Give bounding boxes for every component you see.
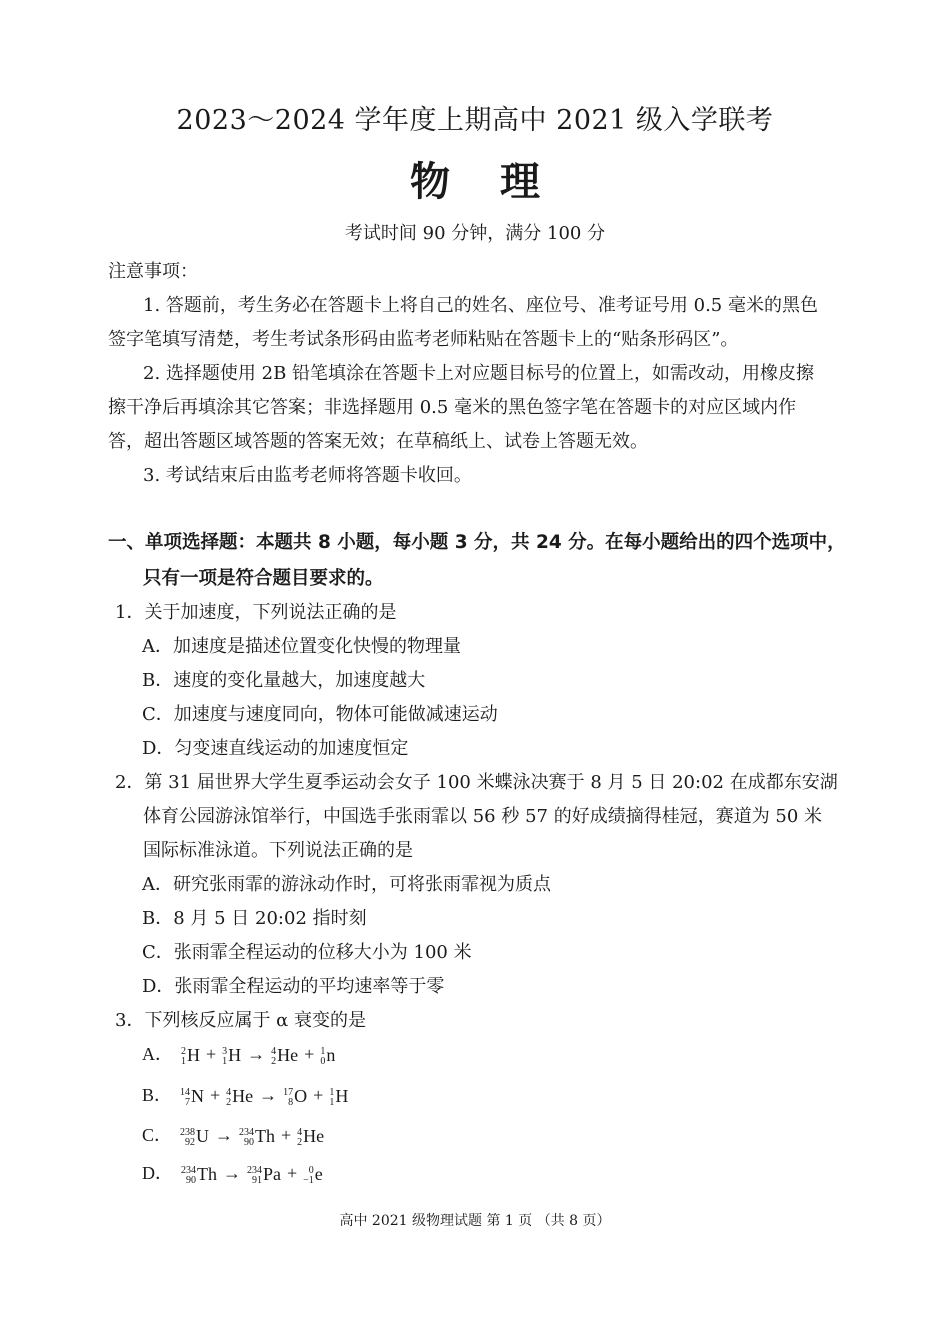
atomic-number: 7 [185, 1096, 191, 1108]
notice-line: 3. 考试结束后由监考老师将答题卡收回。 [143, 465, 472, 486]
notice-line: 签字笔填写清楚，考生考试条形码由监考老师粘贴在答题卡上的“贴条形码区”。 [108, 329, 739, 350]
subject-title: 物 理 [410, 159, 558, 205]
nuclide [181, 1045, 200, 1067]
plus-sign: + [210, 1085, 221, 1105]
element-symbol: n [326, 1044, 336, 1065]
notice-line: 1. 答题前，考生务必在答题卡上将自己的姓名、座位号、准考证号用 0.5 毫米的黑色 [143, 295, 818, 316]
element-symbol: H [335, 1085, 349, 1106]
notice-heading: 注意事项： [108, 261, 198, 282]
mass-number: 1 [329, 1086, 335, 1098]
mass-number: 2 [181, 1045, 186, 1057]
question-1-option-a: A．加速度是描述位置变化快慢的物理量 [142, 636, 461, 657]
nuclide [303, 1164, 323, 1186]
question-2-stem-cont: 体育公园游泳馆举行，中国选手张雨霏以 56 秒 57 的好成绩摘得桂冠，赛道为 50 米 [143, 806, 823, 827]
reaction-arrow: → [247, 1044, 266, 1064]
atomic-number: 0 [320, 1055, 326, 1067]
question-3-option-d [142, 1159, 323, 1186]
plus-sign: + [281, 1125, 292, 1145]
reaction-arrow: → [215, 1125, 234, 1145]
option-label: A． [142, 1044, 173, 1064]
mass-number: 14 [180, 1086, 191, 1098]
notice-line: 2. 选择题使用 2B 铅笔填涂在答题卡上对应题目标号的位置上，如需改动，用橡皮擦 [143, 363, 815, 384]
question-2-option-b: B．8 月 5 日 20:02 指时刻 [142, 908, 367, 929]
mass-number: 0 [308, 1164, 314, 1176]
nuclide [180, 1126, 209, 1148]
atomic-number: 90 [244, 1136, 255, 1148]
nuclide [247, 1164, 281, 1186]
element-symbol: H [187, 1044, 200, 1065]
nuclide [320, 1045, 335, 1067]
nuclide [239, 1126, 275, 1148]
notice-line: 答，超出答题区域答题的答案无效；在草稿纸上、试卷上答题无效。 [108, 431, 648, 452]
option-label: D． [142, 1163, 173, 1183]
reaction-arrow: → [259, 1085, 278, 1105]
section-heading: 一、单项选择题：本题共 8 小题，每小题 3 分，共 24 分。在每小题给出的四个选项中， [108, 532, 846, 553]
atomic-number: 1 [181, 1055, 186, 1067]
question-3-stem: 3．下列核反应属于 α 衰变的是 [115, 1010, 367, 1031]
question-2-option-c: C．张雨霏全程运动的位移大小为 100 米 [142, 942, 472, 963]
nuclide [180, 1086, 204, 1108]
atomic-number: 2 [271, 1055, 277, 1067]
element-symbol: Th [255, 1125, 276, 1146]
question-2-stem-cont: 国际标准泳道。下列说法正确的是 [143, 840, 413, 861]
mass-number: 234 [181, 1164, 196, 1176]
section-heading-cont: 只有一项是符合题目要求的。 [143, 568, 384, 589]
question-3-option-a [142, 1040, 335, 1067]
plus-sign: + [287, 1163, 298, 1183]
page-footer: 高中 2021 级物理试题 第 1 页 （共 8 页） [339, 1213, 611, 1229]
element-symbol: Th [197, 1163, 217, 1184]
notice-line: 擦干净后再填涂其它答案；非选择题用 0.5 毫米的黑色签字笔在答题卡的对应区域内作 [108, 397, 797, 418]
atomic-number: 1 [222, 1055, 228, 1067]
plus-sign: + [206, 1044, 217, 1064]
atomic-number: 91 [252, 1174, 262, 1186]
atomic-number: 90 [186, 1174, 196, 1186]
mass-number: 4 [226, 1086, 232, 1098]
question-2-option-a: A．研究张雨霏的游泳动作时，可将张雨霏视为质点 [142, 874, 551, 895]
mass-number: 17 [283, 1086, 294, 1098]
element-symbol: H [228, 1044, 242, 1065]
atomic-number: 1 [329, 1096, 335, 1108]
option-label: C． [142, 1125, 173, 1145]
element-symbol: U [196, 1125, 210, 1146]
nuclide [271, 1045, 298, 1067]
element-symbol: He [303, 1125, 325, 1146]
question-1-option-b: B．速度的变化量越大，加速度越大 [142, 670, 426, 691]
question-1-option-c: C．加速度与速度同向，物体可能做减速运动 [142, 704, 498, 725]
plus-sign: + [304, 1044, 315, 1064]
element-symbol: O [294, 1085, 308, 1106]
mass-number: 234 [247, 1164, 262, 1176]
question-3-option-c [142, 1121, 324, 1148]
option-label: B． [142, 1085, 173, 1105]
mass-number: 234 [239, 1126, 255, 1138]
question-2-option-d: D．张雨霏全程运动的平均速率等于零 [142, 976, 445, 997]
mass-number: 1 [320, 1045, 326, 1057]
nuclide [226, 1086, 253, 1108]
element-symbol: He [277, 1044, 299, 1065]
plus-sign: + [313, 1085, 324, 1105]
mass-number: 4 [297, 1126, 303, 1138]
exam-info: 考试时间 90 分钟，满分 100 分 [344, 223, 606, 244]
reaction-arrow: → [223, 1163, 241, 1183]
question-1-stem: 1．关于加速度，下列说法正确的是 [115, 602, 397, 623]
atomic-number: 2 [297, 1136, 303, 1148]
element-symbol: Pa [263, 1163, 281, 1184]
nuclide [329, 1086, 348, 1108]
nuclide [283, 1086, 307, 1108]
mass-number: 3 [222, 1045, 228, 1057]
atomic-number: 2 [226, 1096, 232, 1108]
question-2-stem: 2．第 31 届世界大学生夏季运动会女子 100 米蝶泳决赛于 8 月 5 日 20:02 在成都东安湖 [115, 772, 838, 793]
question-3-option-b [142, 1081, 348, 1108]
atomic-number: 92 [185, 1136, 196, 1148]
nuclide [297, 1126, 324, 1148]
element-symbol: e [314, 1163, 323, 1184]
element-symbol: He [232, 1085, 254, 1106]
mass-number: 238 [180, 1126, 196, 1138]
question-1-option-d: D．匀变速直线运动的加速度恒定 [142, 738, 409, 759]
exam-title: 2023～2024 学年度上期高中 2021 级入学联考 [176, 105, 774, 136]
element-symbol: N [191, 1085, 205, 1106]
atomic-number: 8 [288, 1096, 294, 1108]
atomic-number: −1 [303, 1174, 314, 1186]
nuclide [222, 1045, 241, 1067]
mass-number: 4 [271, 1045, 277, 1057]
nuclide [181, 1164, 217, 1186]
